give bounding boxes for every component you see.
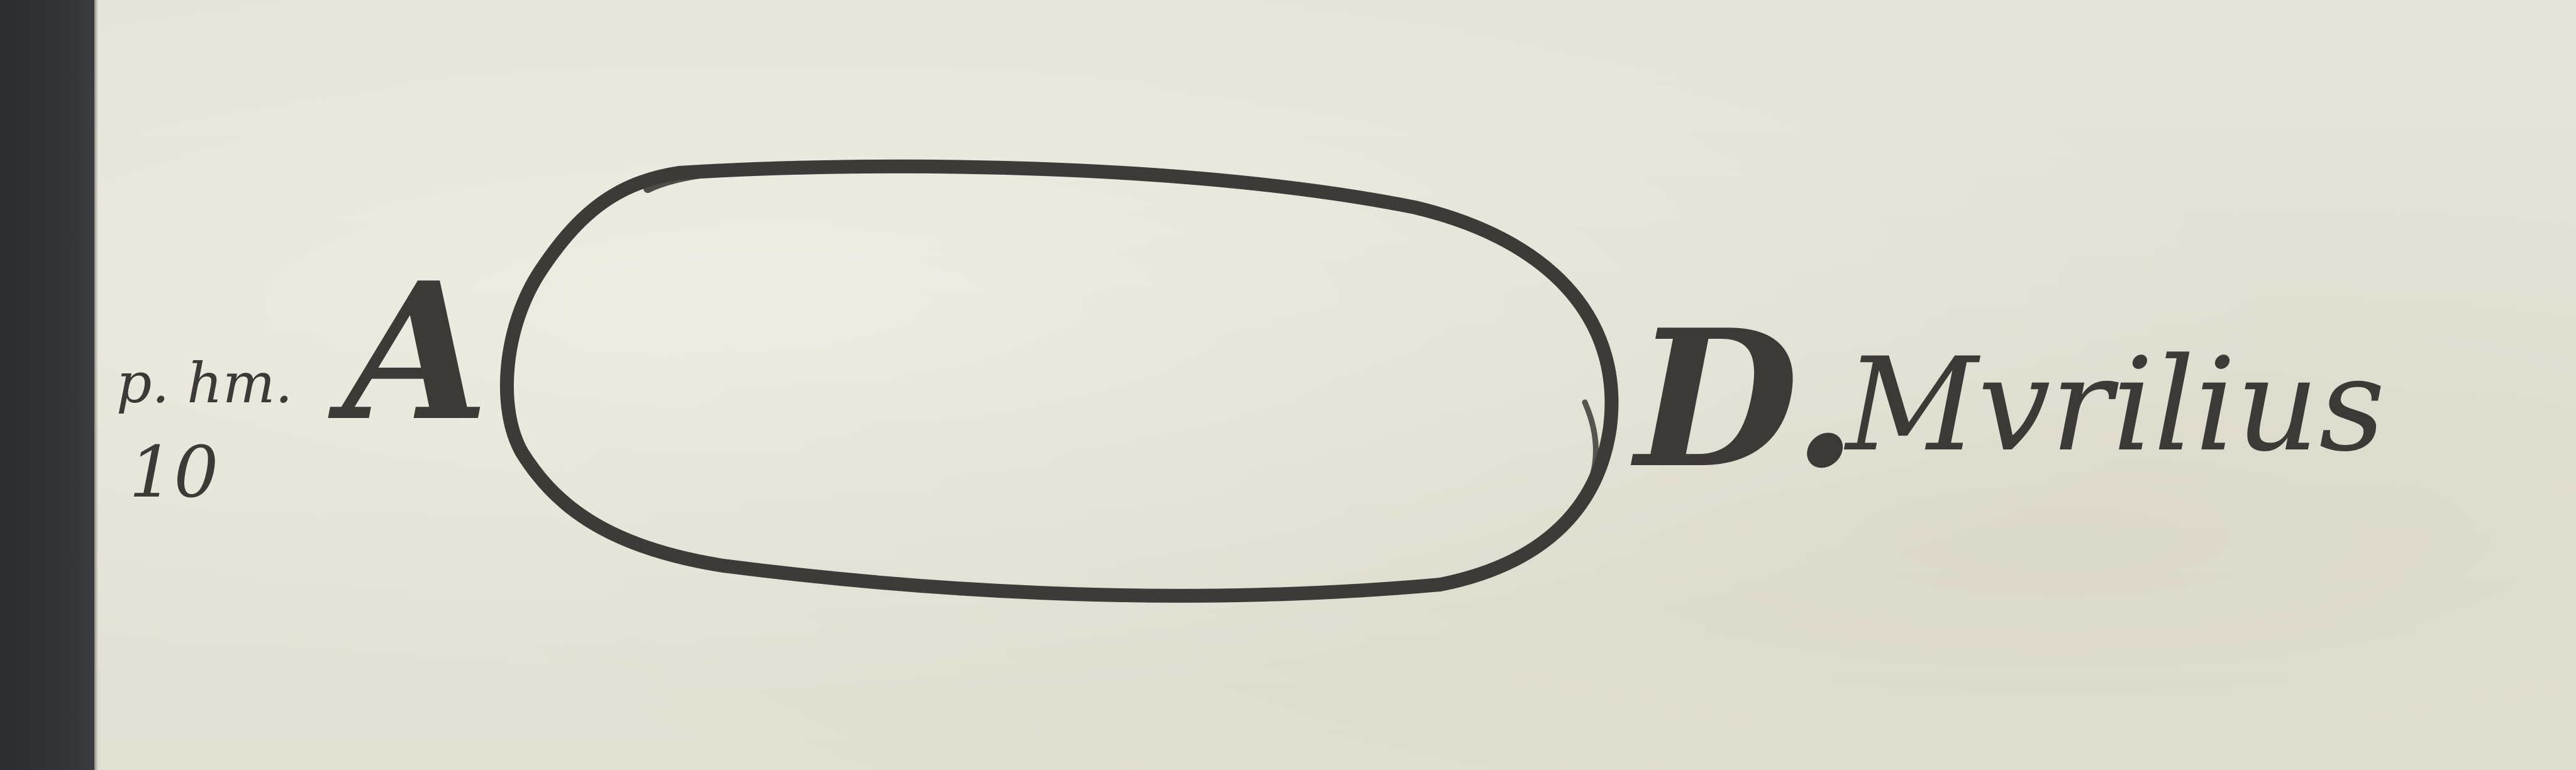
loop-outline: [507, 167, 1611, 596]
node-label-a: A: [343, 241, 489, 463]
left-note-line2: 10: [129, 432, 219, 514]
left-note-line1: p. hm.: [116, 351, 293, 415]
right-name-label: Mvrilius: [1846, 331, 2385, 480]
node-label-d: D.: [1635, 288, 1858, 510]
loop-stroke-double: [1541, 402, 1596, 541]
loop-stroke-main: [507, 167, 1611, 596]
